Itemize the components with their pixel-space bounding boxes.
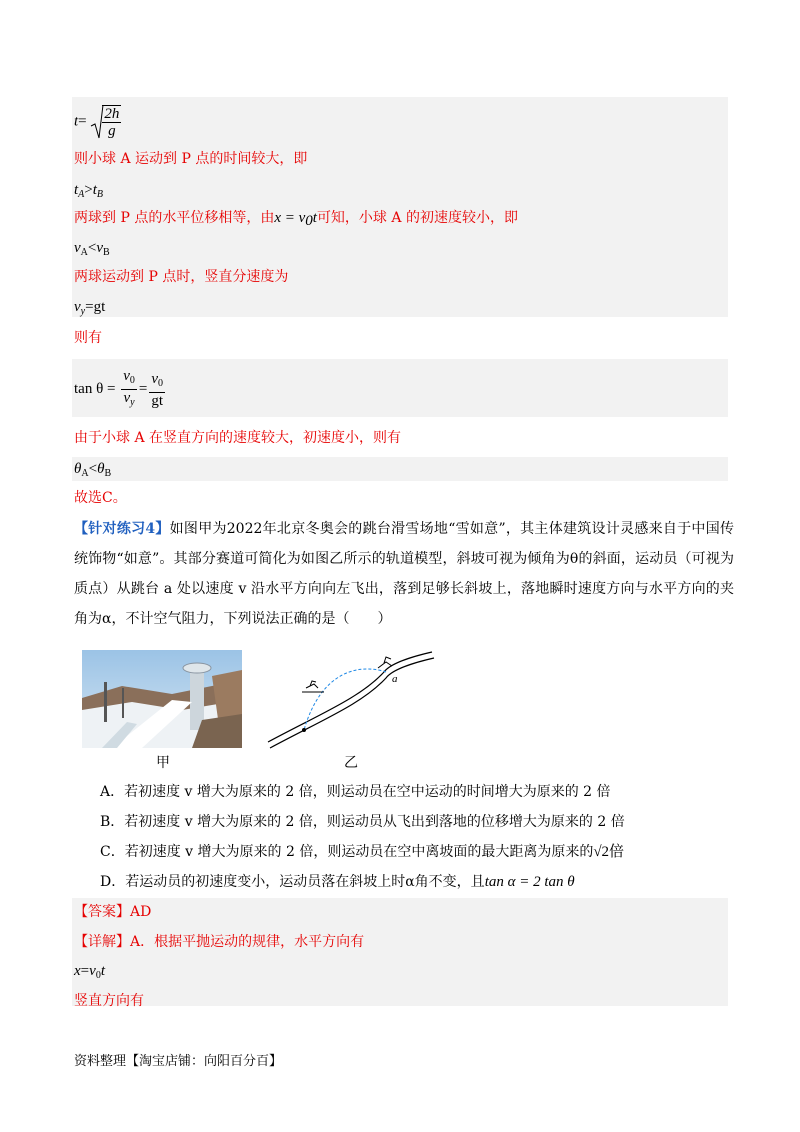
- option-c: C．若初速度 v 增大为原来的 2 倍，则运动员在空中离坡面的最大距离为原来的√2倍: [100, 844, 625, 860]
- formula-bg-3: [72, 457, 728, 481]
- vy-formula: $v_y=gt$: [74, 299, 106, 317]
- problem-tag: 【针对练习4】: [74, 521, 170, 537]
- detail-line: 【详解】A．根据平抛运动的规律，水平方向有: [74, 934, 365, 950]
- text-vertical: 两球运动到 P 点时，竖直分速度为: [74, 269, 289, 285]
- figure-label-yi: 乙: [344, 755, 358, 771]
- x-formula: $x=v_0t$: [74, 963, 105, 981]
- text-since: 由于小球 A 在竖直方向的速度较大，初速度小，则有: [74, 430, 402, 446]
- problem-paragraph: 【针对练习4】如图甲为2022年北京冬奥会的跳台滑雪场地“雪如意”，其主体建筑设计灵感来自于中国传统饰物“如意”。其部分赛道可简化为如图乙所示的轨道模型，斜坡可视为倾角为θ的斜面，运动员（可视为质点）从跳台 a 处以速度 v 沿水平方向向左飞出，落到足够长斜坡上，落地瞬时速度方向与水平方向的夹角为α，不计空气阻力，下列说法正确的是（ ）: [74, 521, 734, 627]
- tan-formula: tan θ = $\frac{v_0}{v_y}$ = $\frac{v_0}{gt}$: [74, 368, 164, 409]
- text-choose: 故选C。: [74, 490, 127, 506]
- option-b: B．若初速度 v 增大为原来的 2 倍，则运动员从飞出到落地的位移增大为原来的 2 倍: [100, 814, 625, 830]
- point-a-label: a: [392, 673, 398, 685]
- footer: 资料整理【淘宝店铺：向阳百分百】: [74, 1054, 283, 1069]
- option-a: A．若初速度 v 增大为原来的 2 倍，则运动员在空中运动的时间增大为原来的 2 倍: [100, 784, 611, 800]
- figure-label-jia: 甲: [156, 755, 170, 771]
- text-vertical-dir: 竖直方向有: [74, 993, 144, 1009]
- theta-compare: $\theta_A<\theta_B$: [74, 461, 112, 479]
- t-formula: t= $\frac{2h}{g}$: [74, 106, 120, 139]
- option-c-sqrt2: √2倍: [593, 844, 625, 860]
- ta-tb: $t_A>t_B$: [74, 182, 104, 200]
- text-then: 则有: [74, 330, 102, 346]
- option-d-formula: tan α = 2 tan θ: [484, 874, 575, 890]
- formula-bg-4: [72, 898, 728, 1006]
- text-horizontal: 两球到 P 点的水平位移相等，由$x = v_0t$可知，小球 A 的初速度较小，即: [74, 210, 518, 229]
- option-d: D．若运动员的初速度变小，运动员落在斜坡上时α角不变，且tan α = 2 tan θ: [100, 874, 575, 890]
- ski-jump-photo: [82, 650, 242, 748]
- formula-bg-2: [72, 359, 728, 417]
- answer: 【答案】AD: [74, 904, 152, 920]
- va-vb: $v_A<v_B$: [74, 240, 110, 258]
- track-diagram: [262, 648, 442, 758]
- text-time-larger: 则小球 A 运动到 P 点的时间较大，即: [74, 151, 308, 167]
